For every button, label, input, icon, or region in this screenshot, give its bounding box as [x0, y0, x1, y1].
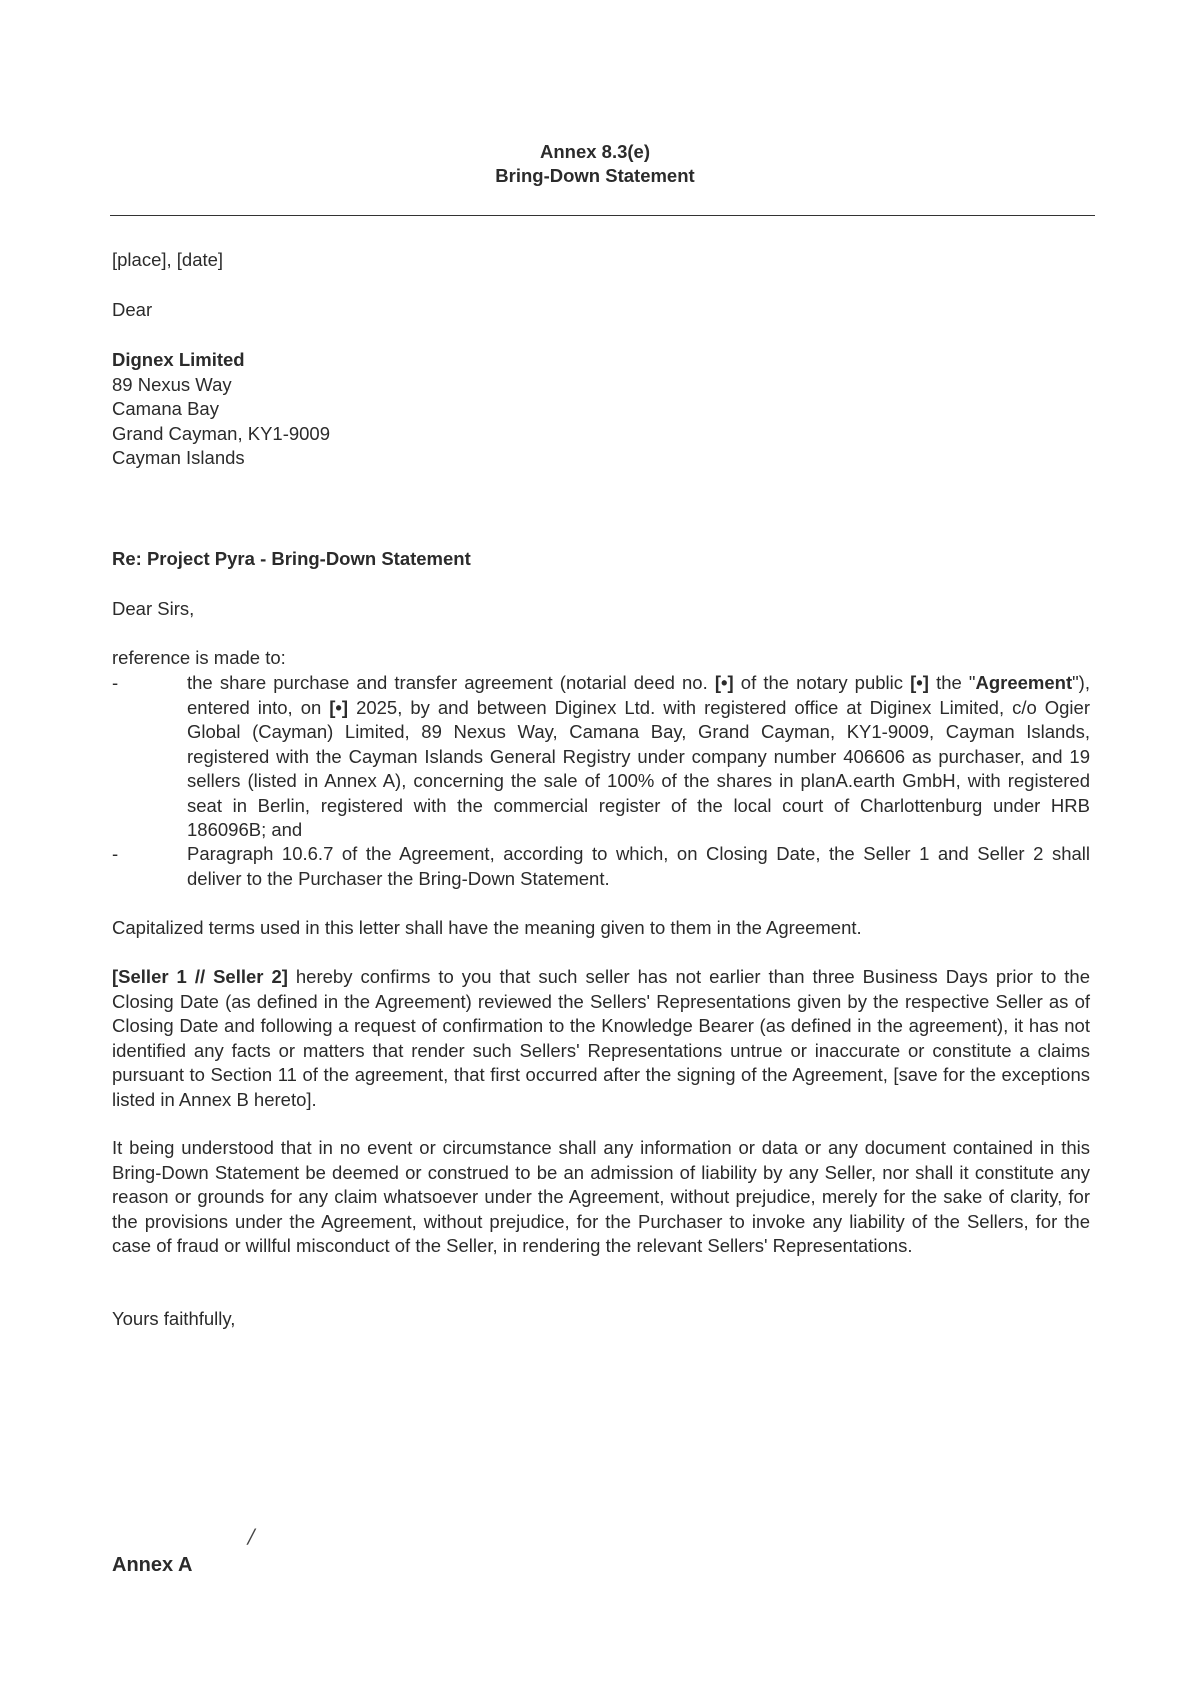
subject-line: Re: Project Pyra - Bring-Down Statement	[112, 548, 471, 569]
stray-pen-mark: /	[248, 1524, 255, 1548]
bullet-dash: -	[112, 672, 119, 693]
reference-intro: reference is made to:	[112, 647, 286, 668]
annex-number: Annex 8.3(e)	[539, 141, 650, 162]
reference-item-text: Paragraph 10.6.7 of the Agreement, according to which, on Closing Date, the Seller 1 and Seller 2 shall deliver to the Purchaser the Bring-Down Statement.	[187, 843, 1090, 889]
text-run: the share purchase and transfer agreement (notarial deed no.	[187, 672, 715, 693]
annex-a-heading: Annex A	[112, 1554, 193, 1576]
placeholder: [•]	[329, 696, 349, 718]
placeholder: [•]	[910, 672, 929, 693]
header-divider	[110, 215, 1095, 216]
salutation: Dear	[112, 299, 153, 320]
addressee-line: 89 Nexus Way	[112, 373, 232, 395]
text-run: of the notary public	[733, 672, 911, 693]
closing: Yours faithfully,	[112, 1308, 236, 1329]
text-run: the "	[928, 672, 976, 693]
defined-term: Agreement	[975, 672, 1073, 693]
text-run: 2025, by and between Diginex Ltd. with registered office at Diginex Limited, c/o Ogier Global (Cayman) Limited, 89 Nexus Way, Camana Bay, Grand Cayman, KY1-9009, Cayman Islands, registered with the Cayman Islands General Registry under company number 406606 as purchaser, and 19 sellers (listed in Annex A), concerning the sale of 100% of the shares in planA.earth GmbH, with registered seat in Berlin, registered with the commercial register of the local court of Charlottenburg under HRB 186096B; and	[187, 696, 1090, 840]
reference-item-text	[187, 671, 1090, 843]
addressee-name: Dignex Limited	[112, 349, 245, 370]
seller-reference: [Seller 1 // Seller 2]	[112, 966, 288, 987]
bullet-dash: -	[112, 843, 119, 864]
addressee-line: Cayman Islands	[112, 447, 245, 468]
confirmation-paragraph	[112, 965, 1090, 1112]
placeholder: [•]	[714, 672, 734, 693]
capitalized-terms-paragraph: Capitalized terms used in this letter shall have the meaning given to them in the Agreement.	[112, 917, 862, 938]
text-run: "), entered into, on	[187, 672, 1090, 718]
addressee-line: Camana Bay	[112, 398, 219, 419]
greeting: Dear Sirs,	[112, 598, 195, 619]
document-title: Bring-Down Statement	[495, 165, 695, 186]
understanding-paragraph: It being understood that in no event or circumstance shall any information or data or any document contained in this Bring-Down Statement be deemed or construed to be an admission of liability by any Seller, nor shall it constitute any reason or grounds for any claim whatsoever under the Agreement, without prejudice, merely for the sake of clarity, for the provisions under the Agreement, without prejudice, for the Purchaser to invoke any liability of the Sellers, for the case of fraud or willful misconduct of the Seller, in rendering the relevant Sellers' Representations.	[112, 1137, 1090, 1256]
addressee-line: Grand Cayman, KY1-9009	[112, 422, 331, 444]
document-header	[0, 140, 1190, 188]
place-date: [place], [date]	[112, 249, 224, 270]
text-run: hereby confirms to you that such seller has not earlier than three Business Days prior to the Closing Date (as defined in the Agreement) reviewed the Sellers' Representations given by the respective Seller as of Closing Date and following a request of confirmation to the Knowledge Bearer (as defined in the agreement), it has not identified any facts or matters that render such Sellers' Representations untrue or inaccurate or constitute a claims pursuant to Section 11 of the agreement, that first occurred after the signing of the Agreement, [save for the exceptions listed in Annex B hereto].	[112, 966, 1090, 1110]
addressee-block	[112, 348, 1090, 471]
